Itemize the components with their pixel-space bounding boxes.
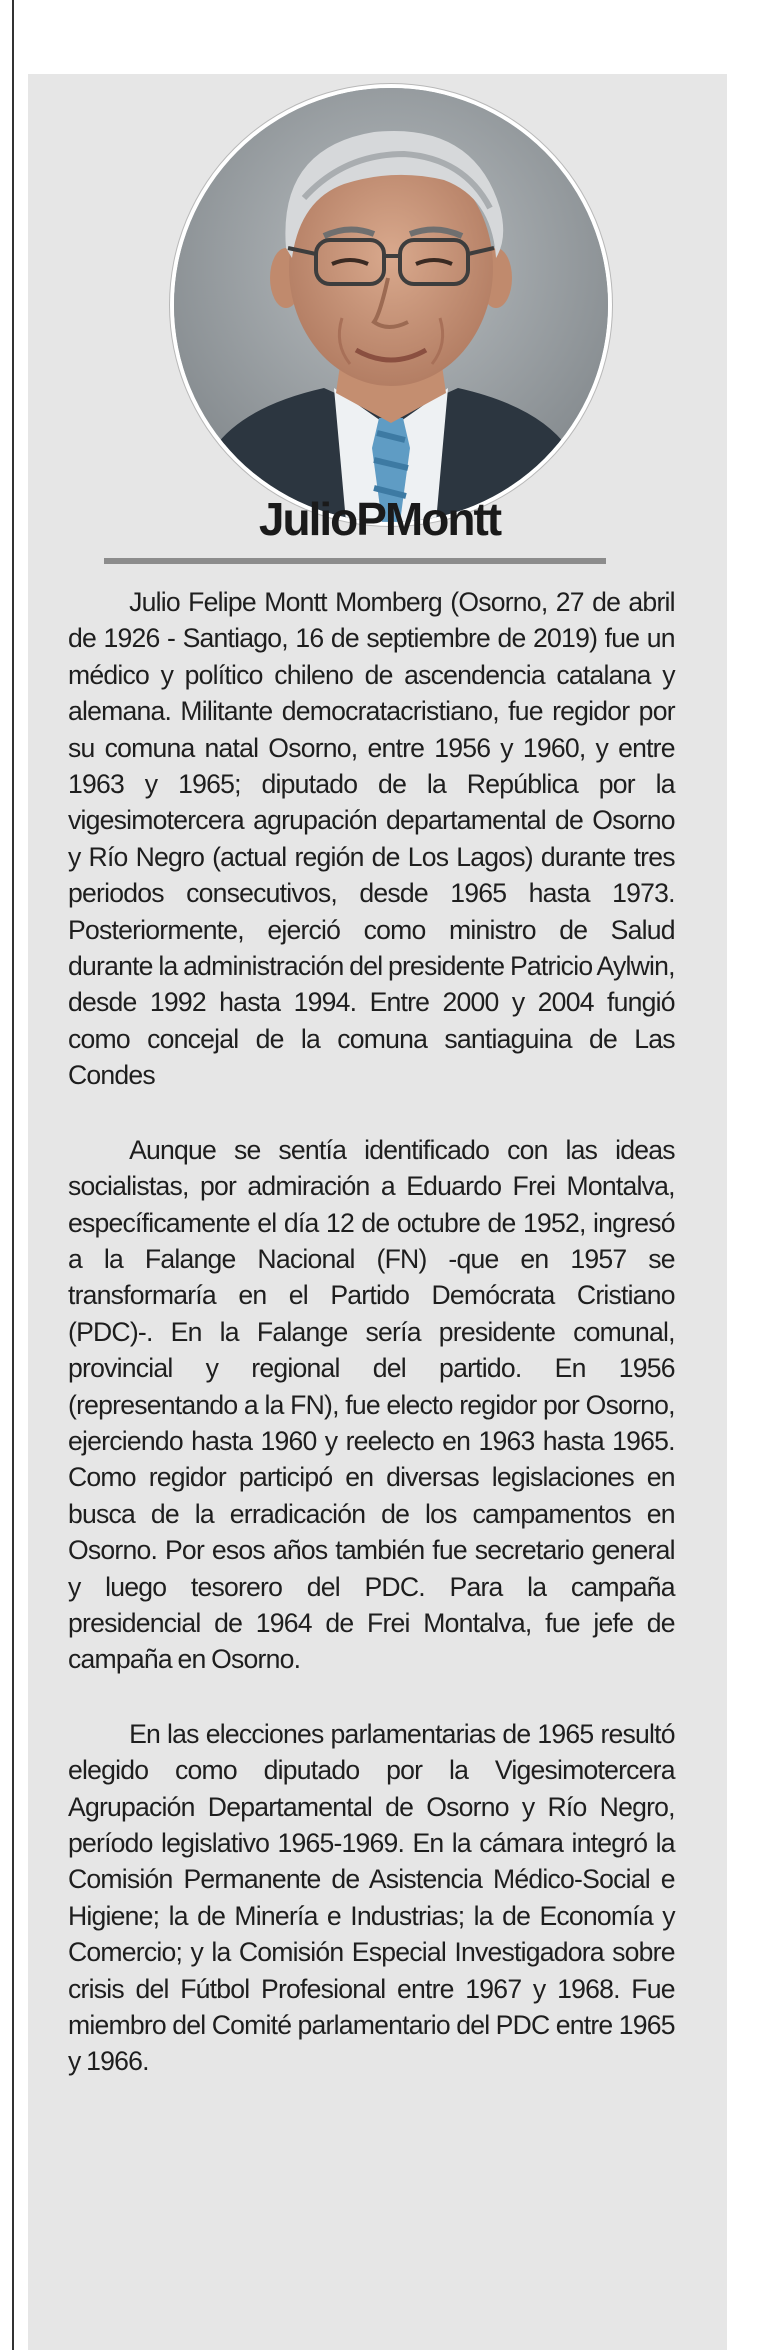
left-column-rule (12, 0, 14, 2350)
person-photo-icon (174, 88, 608, 522)
article-paragraph-3: En las elecciones parlamentarias de 1965 resultó elegido como diputado por la Vigesimotercera Agrupación Departamental de Osorno y Río Negro, período legislativo 1965-1969. En la cámara integró la Comisión Permanente de Asistencia Médico-Social e Higiene; la de Minería e Industrias; la de Economía y Comercio; y la Comisión Especial Investigadora sobre crisis del Fútbol Profesional entre 1967 y 1968. Fue miembro del Comité parlamentario del PDC entre 1965 y 1966. (68, 1718, 675, 2077)
article-body (68, 584, 684, 2118)
article-paragraph-1: Julio Felipe Montt Momberg (Osorno, 27 de abril de 1926 - Santiago, 16 de septiembre de 2019) fue un médico y político chileno de ascendencia catalana y alemana. Militante democratacristiano, fue regidor por su comuna natal Osorno, entre 1956 y 1960, y entre 1963 y 1965; diputado de la República por la vigesimotercera agrupación departamental de Osorno y Río Negro (actual región de Los Lagos) durante tres periodos consecutivos, desde 1965 hasta 1973. Posteriormente, ejerció como ministro de Salud durante la administración del presidente Patricio Aylwin, desde 1992 hasta 1994. Entre 2000 y 2004 fungió como concejal de la comuna santiaguina de Las Condes (68, 587, 675, 1091)
article-paragraph-2: Aunque se sentía identificado con las ideas socialistas, por admiración a Eduardo Frei Montalva, específicamente el día 12 de octubre de 1952, ingresó a la Falange Nacional (FN) -que en 1957 se transformaría en el Partido Demócrata Cristiano (PDC)-. En la Falange sería presidente comunal, provincial y regional del partido. En 1956 (representando a la FN), fue electo regidor por Osorno, ejerciendo hasta 1960 y reelecto en 1963 hasta 1965. Como regidor participó en diversas legislaciones en busca de la erradicación de los campamentos en Osorno. Por esos años también fue secretario general y luego tesorero del PDC. Para la campaña presidencial de 1964 de Frei Montalva, fue jefe de campaña en Osorno. (68, 1134, 675, 1675)
person-name-heading: JulioPMontt (258, 493, 501, 545)
portrait-frame (170, 84, 612, 526)
heading-underline (104, 558, 606, 564)
